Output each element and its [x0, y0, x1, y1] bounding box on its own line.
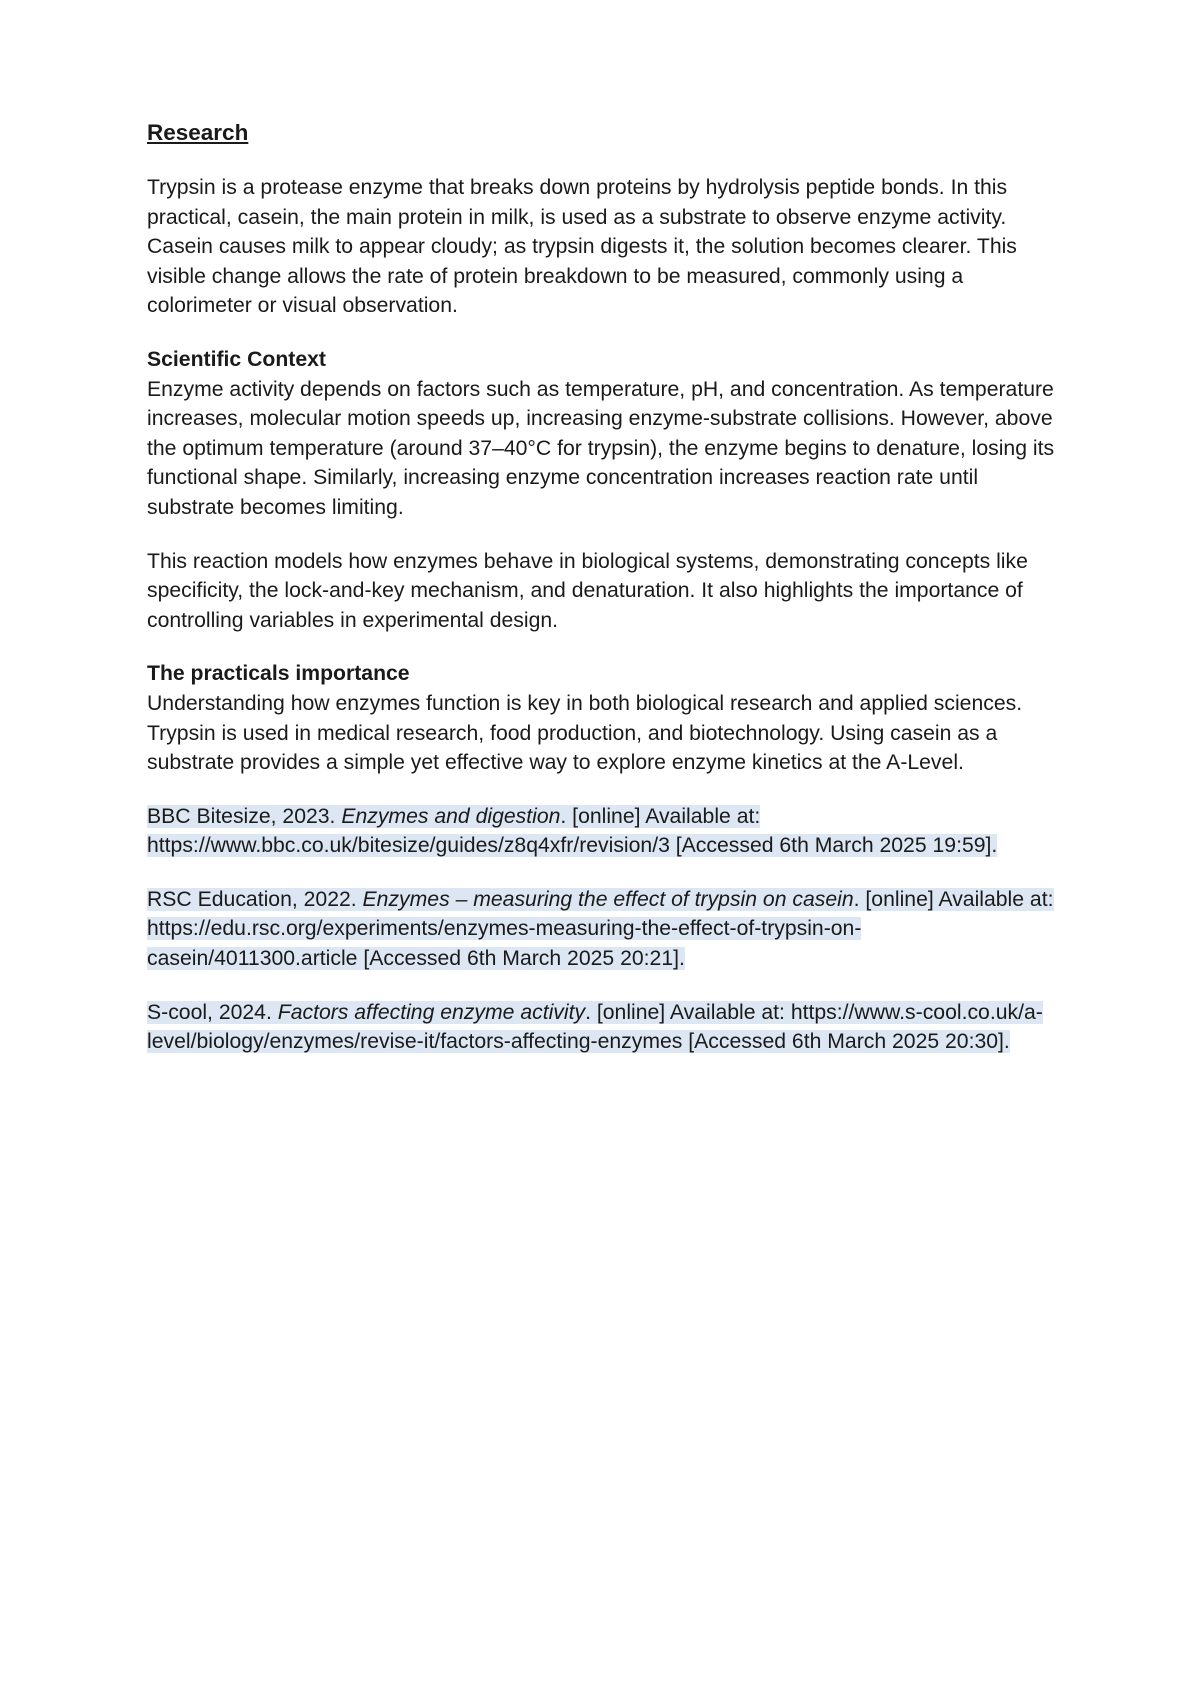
section-paragraph: This reaction models how enzymes behave in biological systems, demonstrating concepts like specificity, the lock-and-key mechanism, and denaturation. It also highlights the importance of controlling variables in experimental design.: [147, 549, 1028, 632]
document-page: [147, 118, 1067, 1081]
reference-item: [147, 998, 1067, 1057]
reference-title: Enzymes – measuring the effect of trypsin on casein: [362, 887, 854, 911]
reference-author-year: RSC Education, 2022.: [147, 887, 363, 911]
reference-item: [147, 802, 1067, 861]
section-practicals-importance: [147, 659, 1067, 777]
section-paragraph: [147, 659, 1067, 777]
intro-paragraph: Trypsin is a protease enzyme that breaks down proteins by hydrolysis peptide bonds. In this practical, casein, the main protein in milk, is used as a substrate to observe enzyme activity. Casein causes milk to appear cloudy; as trypsin digests it, the solution becomes clearer. This visible change allows the rate of protein breakdown to be measured, commonly using a colorimeter or visual observation.: [147, 176, 1017, 318]
section-heading: The practicals importance: [147, 662, 410, 686]
section-text: Understanding how enzymes function is key in both biological research and applied sciences. Trypsin is used in medical research, food production, and biotechnology. Using casein as a substrate provides a simple yet effective way to explore enzyme kinetics at the A-Level.: [147, 691, 1023, 775]
section-text: Enzyme activity depends on factors such as temperature, pH, and concentration. As temperature increases, molecular motion speeds up, increasing enzyme-substrate collisions. However, above the optimum temperature (around 37–40°C for trypsin), the enzyme begins to denature, losing its functional shape. Similarly, increasing enzyme concentration increases reaction rate until substrate becomes limiting.: [147, 377, 1055, 519]
reference-highlight: [147, 1001, 1043, 1054]
reference-author-year: S-cool, 2024.: [147, 1000, 278, 1024]
reference-list: [147, 802, 1067, 1057]
section-heading: Scientific Context: [147, 347, 326, 371]
reference-details: . [online] Available at: https://www.bbc.co.uk/bitesize/guides/z8q4xfr/revision/3 [Accessed 6th March 2025 19:59].: [147, 804, 998, 858]
reference-details: . [online] Available at: https://edu.rsc.org/experiments/enzymes-measuring-the-effect-of-trypsin-on-casein/4011300.article [Accessed 6th March 2025 20:21].: [147, 887, 1054, 971]
document-title: Research: [147, 120, 249, 145]
reference-author-year: BBC Bitesize, 2023.: [147, 804, 342, 828]
section-paragraph: [147, 345, 1067, 523]
reference-title: Enzymes and digestion: [341, 804, 561, 828]
reference-highlight: [147, 888, 1054, 970]
reference-item: [147, 885, 1067, 974]
reference-highlight: [147, 805, 997, 858]
reference-details: . [online] Available at: https://www.s-cool.co.uk/a-level/biology/enzymes/revise-it/factors-affecting-enzymes [Accessed 6th March 2025 20:30].: [147, 1000, 1043, 1054]
section-scientific-context: [147, 345, 1067, 635]
reference-title: Factors affecting enzyme activity: [277, 1000, 586, 1024]
